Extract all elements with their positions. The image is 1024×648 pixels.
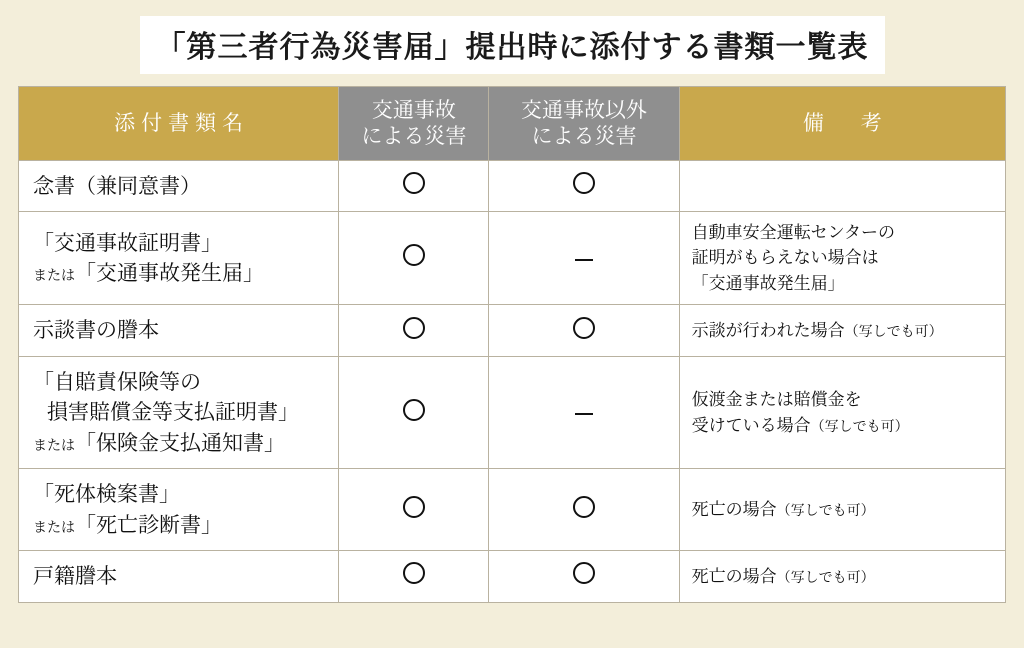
- table-body: [19, 160, 1006, 602]
- circle-icon: [403, 317, 425, 339]
- cell-remarks: [679, 211, 1005, 305]
- document-name-line: 戸籍謄本: [33, 564, 117, 589]
- cell-remarks: [679, 551, 1005, 602]
- table-row: [19, 211, 1006, 305]
- table-row: [19, 469, 1006, 551]
- cell-remarks: [679, 469, 1005, 551]
- column-header-traffic-accident-line2: による災害: [361, 124, 467, 149]
- remarks-line: 死亡の場合: [691, 499, 777, 519]
- table-container: [0, 86, 1024, 603]
- document-name-line: 損害賠償金等支払証明書」: [47, 400, 299, 425]
- column-header-traffic-accident-line1: 交通事故: [371, 98, 456, 122]
- table-row: [19, 356, 1006, 468]
- column-header-traffic-accident: [339, 87, 489, 161]
- circle-icon: [403, 399, 425, 421]
- attachment-documents-table: [18, 86, 1006, 603]
- table-row: [19, 305, 1006, 356]
- remarks-small-note: （写しでも可）: [810, 419, 909, 435]
- cell-non-traffic-mark: [489, 356, 679, 468]
- document-name-alt-prefix: または: [33, 269, 75, 285]
- document-name-line: 「死体検案書」: [33, 482, 180, 507]
- cell-traffic-mark: [339, 356, 489, 468]
- column-header-non-traffic-accident-line1: 交通事故以外: [521, 98, 648, 122]
- table-row: [19, 160, 1006, 211]
- document-name-alt: [33, 258, 324, 288]
- cell-non-traffic-mark: [489, 551, 679, 602]
- remarks-line-wrap: [692, 413, 993, 439]
- document-name-alt: [33, 428, 324, 458]
- remarks-small-note: （写しでも可）: [776, 503, 875, 519]
- table-header-row: [19, 87, 1006, 161]
- title-container: [0, 0, 1024, 86]
- document-name-alt-main: 「死亡診断書」: [75, 512, 222, 537]
- remarks-line: 自動車安全運転センターの: [691, 222, 895, 242]
- cell-remarks: [679, 356, 1005, 468]
- cell-document-name: [19, 356, 339, 468]
- remarks-line: 証明がもらえない場合は: [691, 248, 879, 268]
- remarks-line: 仮渡金または賠償金を: [691, 390, 862, 410]
- remarks-line: 「交通事故発生届」: [691, 273, 845, 293]
- cell-document-name: [19, 469, 339, 551]
- cell-document-name: [19, 551, 339, 602]
- circle-icon: [573, 562, 595, 584]
- remarks-line: 受けている場合: [691, 415, 811, 435]
- remarks-small-note: （写しでも可）: [844, 324, 943, 340]
- cell-non-traffic-mark: [489, 469, 679, 551]
- document-name-line: 「交通事故証明書」: [33, 230, 222, 255]
- dash-icon: [575, 259, 593, 261]
- circle-icon: [573, 496, 595, 518]
- page-title: 「第三者行為災害届」提出時に添付する書類一覧表: [140, 16, 885, 74]
- cell-non-traffic-mark: [489, 211, 679, 305]
- circle-icon: [403, 496, 425, 518]
- circle-icon: [403, 172, 425, 194]
- cell-traffic-mark: [339, 211, 489, 305]
- cell-remarks: [679, 305, 1005, 356]
- remarks-line: 死亡の場合: [691, 566, 777, 586]
- cell-remarks: [679, 160, 1005, 211]
- circle-icon: [573, 317, 595, 339]
- cell-document-name: [19, 160, 339, 211]
- document-name-line: 示談書の謄本: [33, 318, 159, 343]
- document-name-line: 念書（兼同意書）: [33, 173, 201, 198]
- column-header-document-name: 添付書類名: [19, 87, 339, 161]
- dash-icon: [575, 413, 593, 415]
- document-name-alt-main: 「交通事故発生届」: [75, 261, 264, 286]
- document-name-line: 「自賠責保険等の: [33, 369, 201, 394]
- document-name-alt-main: 「保険金支払通知書」: [75, 430, 285, 455]
- cell-traffic-mark: [339, 469, 489, 551]
- cell-traffic-mark: [339, 305, 489, 356]
- cell-non-traffic-mark: [489, 305, 679, 356]
- circle-icon: [403, 562, 425, 584]
- cell-non-traffic-mark: [489, 160, 679, 211]
- remarks-small-note: （写しでも可）: [776, 570, 875, 586]
- table-row: [19, 551, 1006, 602]
- document-name-alt-prefix: または: [33, 438, 75, 454]
- table-header: [19, 87, 1006, 161]
- cell-document-name: [19, 211, 339, 305]
- column-header-remarks: 備 考: [679, 87, 1005, 161]
- document-name-alt: [33, 510, 324, 540]
- document-name-alt-prefix: または: [33, 520, 75, 536]
- cell-traffic-mark: [339, 551, 489, 602]
- column-header-non-traffic-accident-line2: による災害: [531, 124, 637, 149]
- column-header-non-traffic-accident: [489, 87, 679, 161]
- cell-traffic-mark: [339, 160, 489, 211]
- circle-icon: [403, 244, 425, 266]
- circle-icon: [573, 172, 595, 194]
- remarks-line: 示談が行われた場合: [691, 320, 845, 340]
- cell-document-name: [19, 305, 339, 356]
